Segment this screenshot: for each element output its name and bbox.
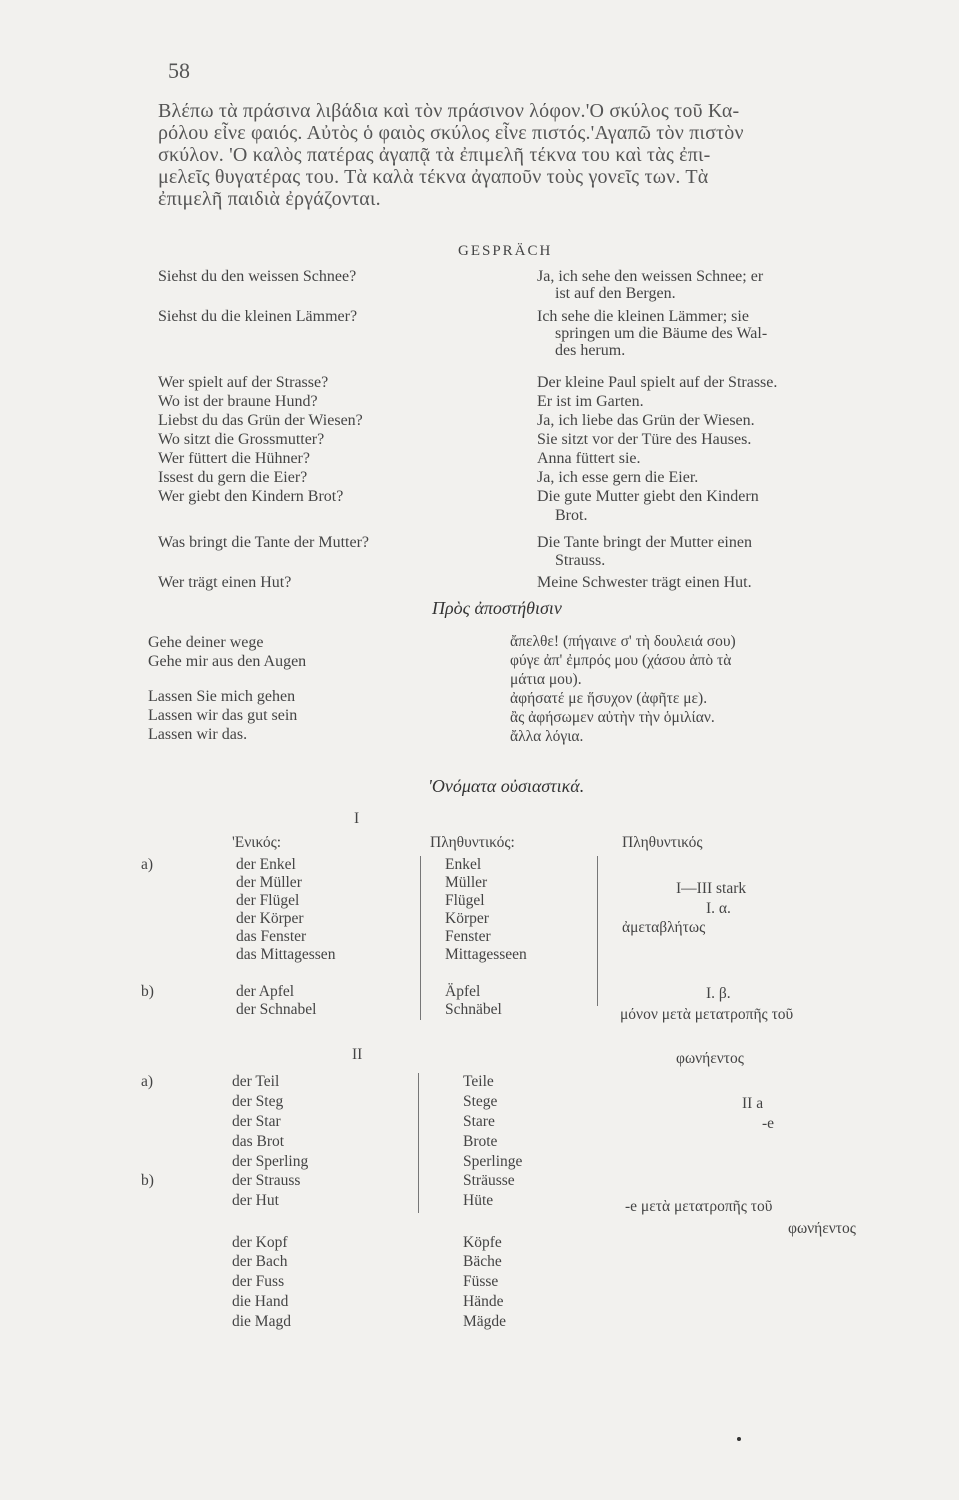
noun-singular: der Apfel xyxy=(236,983,295,1000)
question: Wer spielt auf der Strasse? xyxy=(158,374,329,391)
noun-plural: Hüte xyxy=(463,1192,494,1209)
grammar-note: I. α. xyxy=(706,900,731,917)
column-divider xyxy=(418,1073,419,1213)
phrase-de: Lassen wir das. xyxy=(148,726,248,743)
intro-line: ρόλου εἶνε φαιός. Αὐτὸς ὁ φαιὸς σκύλος εἶνε πιστός.'Αγαπῶ τὸν πιστὸν xyxy=(158,122,744,144)
answer-line: Anna füttert sie. xyxy=(537,450,641,467)
noun-plural: Hände xyxy=(463,1293,504,1310)
answer-line: Die Tante bringt der Mutter einen xyxy=(537,534,752,551)
column-divider xyxy=(420,856,421,1020)
grammar-note: -e μετὰ μετατροπῆς τοῦ xyxy=(625,1198,773,1215)
answer-line: Ja, ich liebe das Grün der Wiesen. xyxy=(537,412,755,429)
column-header-plural-2: Πληθυντικός xyxy=(622,834,703,851)
grammar-note: -e xyxy=(762,1115,775,1132)
phrase-de: Gehe deiner wege xyxy=(148,634,264,651)
answer-line: Brot. xyxy=(555,507,588,524)
question: Wer füttert die Hühner? xyxy=(158,450,310,467)
group-label: a) xyxy=(141,1073,154,1090)
page-number: 58 xyxy=(168,58,190,83)
noun-plural: Schnäbel xyxy=(445,1001,502,1018)
noun-plural: Mägde xyxy=(463,1313,507,1330)
noun-singular: das Fenster xyxy=(236,928,307,945)
noun-singular: der Hut xyxy=(232,1192,279,1209)
phrase-gr: φύγε ἀπ' ἐμπρός μου (χάσου ἀπὸ τὰ xyxy=(510,652,732,669)
noun-singular: der Sperling xyxy=(232,1153,309,1170)
noun-singular: der Enkel xyxy=(236,856,296,873)
column-header-singular: 'Ενικός: xyxy=(232,834,282,851)
question: Siehst du den weissen Schnee? xyxy=(158,268,357,285)
noun-plural: Teile xyxy=(463,1073,494,1090)
noun-singular: der Strauss xyxy=(232,1172,301,1189)
noun-singular: der Müller xyxy=(236,874,302,891)
phrase-gr: μάτια μου). xyxy=(510,671,582,688)
grammar-note: I. β. xyxy=(706,985,731,1002)
noun-plural: Sperlinge xyxy=(463,1153,523,1170)
phrase-de: Gehe mir aus den Augen xyxy=(148,653,307,670)
noun-plural: Mittagesseen xyxy=(445,946,527,963)
group-label: a) xyxy=(141,856,154,873)
question: Wer trägt einen Hut? xyxy=(158,574,292,591)
intro-line: μελεῖς θυγατέρας του. Τὰ καλὰ τέκνα ἀγαποῦν τοὺς γονεῖς των. Τὰ xyxy=(158,166,709,188)
column-header-plural: Πληθυντικός: xyxy=(430,834,515,851)
group-label: b) xyxy=(141,983,154,1000)
grammar-note: φωνήεντος xyxy=(676,1050,744,1067)
question: Wo sitzt die Grossmutter? xyxy=(158,431,325,448)
noun-plural: Stare xyxy=(463,1113,495,1130)
noun-singular: der Flügel xyxy=(236,892,300,909)
noun-plural: Bäche xyxy=(463,1253,502,1270)
grammar-note: I—III stark xyxy=(676,880,747,897)
phrase-gr: ἄλλα λόγια. xyxy=(510,728,584,745)
answer-line: Ja, ich esse gern die Eier. xyxy=(537,469,699,486)
phrase-gr: ἂς ἀφήσωμεν αὐτὴν τὴν ὁμιλίαν. xyxy=(510,709,715,726)
noun-plural: Stege xyxy=(463,1093,498,1110)
noun-singular: der Teil xyxy=(232,1073,280,1090)
intro-line: σκύλον. 'Ο καλὸς πατέρας ἀγαπᾷ τὰ ἐπιμελῆ τέκνα του καὶ τὰς ἐπι- xyxy=(158,144,711,166)
answer-line: ist auf den Bergen. xyxy=(555,285,676,302)
noun-singular: die Hand xyxy=(232,1293,289,1310)
noun-plural: Köpfe xyxy=(463,1234,502,1251)
answer-line: Meine Schwester trägt einen Hut. xyxy=(537,574,752,591)
noun-singular: der Star xyxy=(232,1113,281,1130)
noun-singular: der Körper xyxy=(236,910,304,927)
phrase-de: Lassen Sie mich gehen xyxy=(148,688,296,705)
answer-line: Der kleine Paul spielt auf der Strasse. xyxy=(537,374,778,391)
answer-line: Er ist im Garten. xyxy=(537,393,644,410)
phrase-gr: ἀφήσατέ με ἥσυχον (ἀφῆτε με). xyxy=(510,690,708,707)
grammar-note: μόνον μετὰ μετατροπῆς τοῦ xyxy=(620,1006,794,1023)
noun-singular: der Fuss xyxy=(232,1273,285,1290)
phrase-gr: ἄπελθε! (πήγαινε σ' τὴ δουλειά σου) xyxy=(510,633,736,650)
answer-line: Ja, ich sehe den weissen Schnee; er xyxy=(537,268,764,285)
grammar-note: ἀμεταβλήτως xyxy=(622,919,706,936)
noun-plural: Füsse xyxy=(463,1273,499,1290)
answer-line: Sie sitzt vor der Türe des Hauses. xyxy=(537,431,752,448)
noun-plural: Enkel xyxy=(445,856,482,873)
grammar-note: φωνήεντος xyxy=(788,1220,856,1237)
noun-singular: der Schnabel xyxy=(236,1001,317,1018)
intro-line: Βλέπω τὰ πράσινα λιβάδια καὶ τὸν πράσινον λόφον.'Ο σκύλος τοῦ Κα- xyxy=(158,100,740,122)
question: Was bringt die Tante der Mutter? xyxy=(158,534,370,551)
noun-singular: das Mittagessen xyxy=(236,946,336,963)
noun-plural: Brote xyxy=(463,1133,498,1150)
noun-singular: der Kopf xyxy=(232,1234,288,1251)
noun-plural: Fenster xyxy=(445,928,491,945)
answer-line: des herum. xyxy=(555,342,626,359)
noun-plural: Müller xyxy=(445,874,488,891)
noun-singular: der Steg xyxy=(232,1093,284,1110)
noun-singular: die Magd xyxy=(232,1313,291,1330)
question: Issest du gern die Eier? xyxy=(158,469,308,486)
answer-line: Strauss. xyxy=(555,552,606,569)
section-numeral: I xyxy=(354,810,360,827)
noun-singular: das Brot xyxy=(232,1133,285,1150)
intro-line: ἐπιμελῆ παιδιὰ ἐργάζονται. xyxy=(158,188,381,210)
question: Wer giebt den Kindern Brot? xyxy=(158,488,344,505)
question: Wo ist der braune Hund? xyxy=(158,393,318,410)
ink-dot xyxy=(737,1437,741,1441)
column-divider xyxy=(597,856,598,1006)
answer-line: Die gute Mutter giebt den Kindern xyxy=(537,488,759,505)
grammar-note: II a xyxy=(742,1095,764,1112)
section-numeral: II xyxy=(352,1046,363,1063)
group-label: b) xyxy=(141,1172,154,1189)
answer-line: Ich sehe die kleinen Lämmer; sie xyxy=(537,308,749,325)
noun-plural: Äpfel xyxy=(445,983,481,1000)
answer-line: springen um die Bäume des Wal- xyxy=(555,325,768,342)
section-heading: GESPRÄCH xyxy=(458,243,553,259)
nouns-heading: 'Ονόματα οὐσιαστικά. xyxy=(428,776,585,796)
noun-plural: Körper xyxy=(445,910,489,927)
question: Liebst du das Grün der Wiesen? xyxy=(158,412,363,429)
memorize-heading: Πρὸς ἀποστήθισιν xyxy=(432,598,562,618)
noun-plural: Sträusse xyxy=(463,1172,515,1189)
noun-singular: der Bach xyxy=(232,1253,288,1270)
noun-plural: Flügel xyxy=(445,892,485,909)
phrase-de: Lassen wir das gut sein xyxy=(148,707,298,724)
question: Siehst du die kleinen Lämmer? xyxy=(158,308,358,325)
